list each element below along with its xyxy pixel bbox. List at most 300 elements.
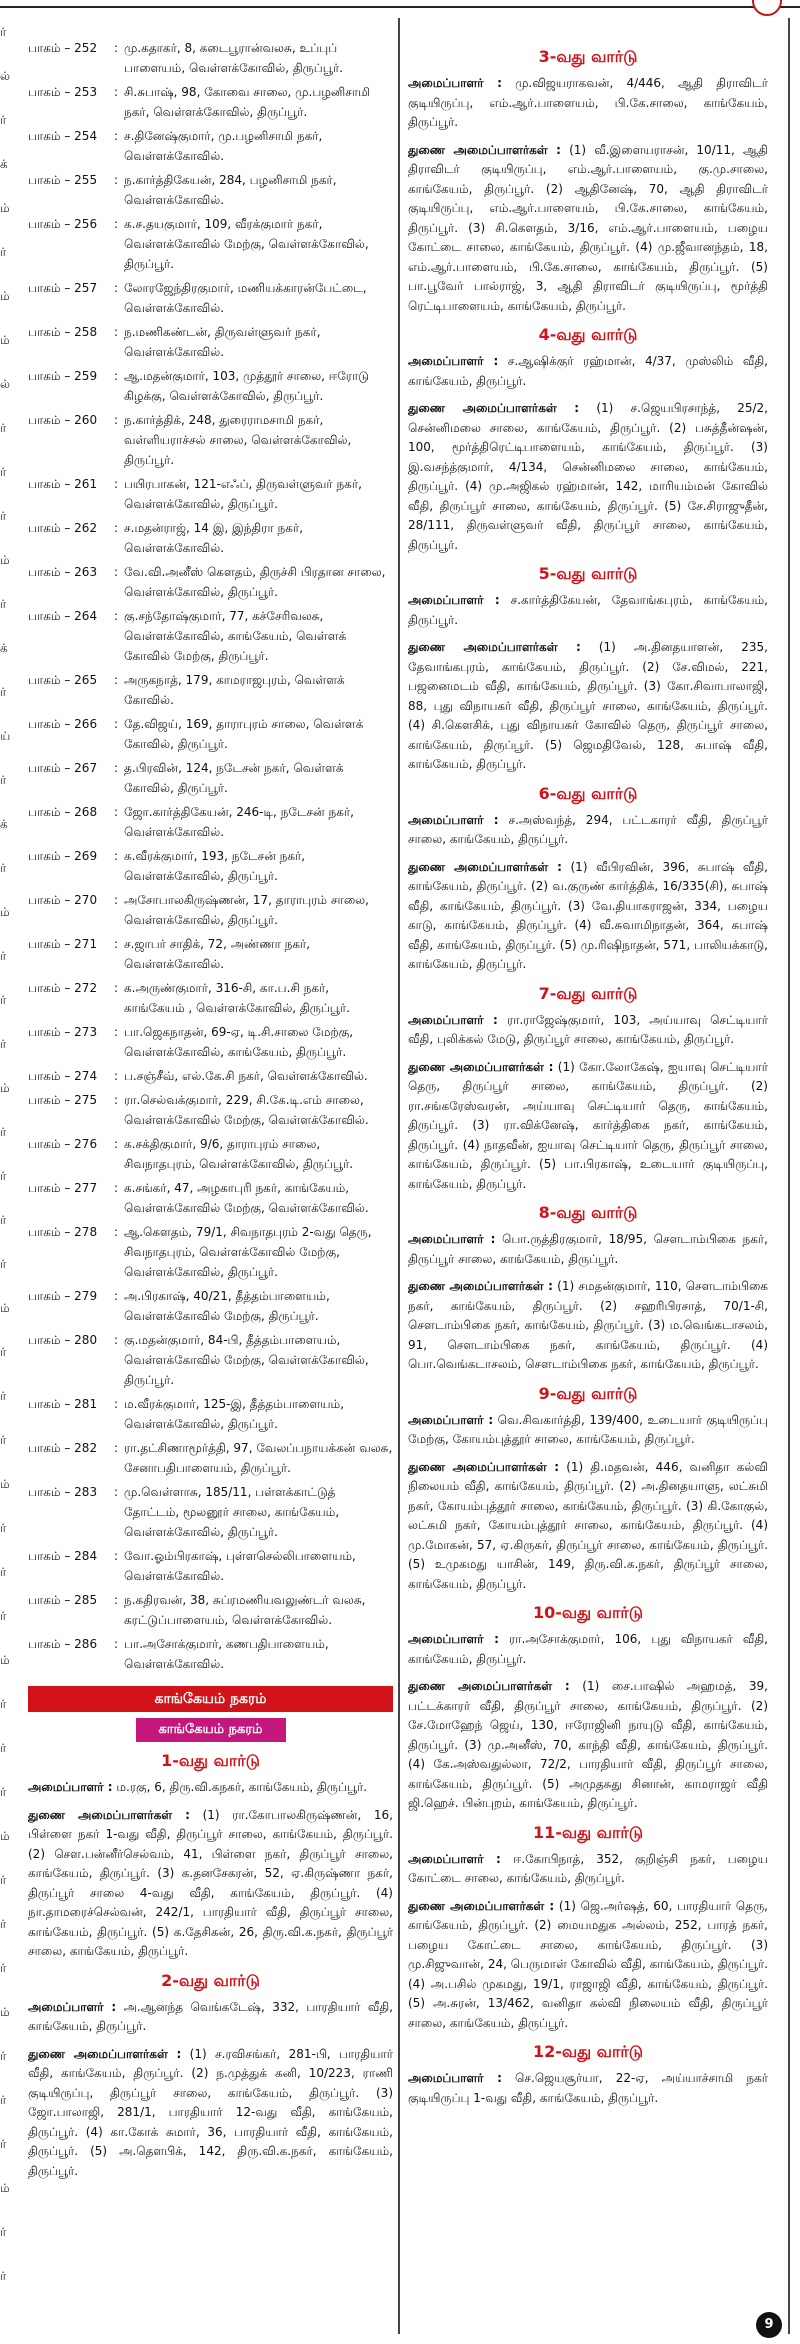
organiser-name: ச.அஸ்வந்த், 294, பட்டகாரர் வீதி, திருப்பூர் சாலை, காங்கேயம், திருப்பூர். (408, 812, 768, 846)
booth-number: 283 (74, 1485, 98, 1499)
booth-colon: : (114, 521, 119, 535)
booth-word: பாகம் (28, 565, 61, 579)
deputies-list: (1) வீ.இளையராசன், 10/11, ஆதி திராவிடர் குடியிருப்பு, எம்.ஆர்.பாளையம், கு.மு.சாலை, காங்கேயம், திருப்பூர். (2) ஆதினேஷ், 70, ஆதி திராவிடர் குடியிருப்பு, எம்.ஆர்.பாளையம், பி.கே.சாலை, காங்கேயம், திருப்பூர். (3) சி.கௌதம், 3/16, எம்.ஆர்.பாளையம், பழைய கோட்டை சாலை, காங்கேயம், திருப்பூர். (4) மு.ஜீவானந்தம், 18, எம்.ஆர்.பாளையம், பி.கே.சாலை, காங்கேயம், திருப்பூர். (5) பா.பூவேர் பால்ராஜ், 3, ஆதி திராவிடர் குடியிருப்பு, மூர்த்தி ரெட்டிபாளையம், காங்கேயம், திருப்பூர். (408, 142, 768, 313)
booth-entry (28, 1222, 393, 1282)
booth-word: பாகம் (28, 1549, 61, 1563)
edge-fragment: ர் (0, 1125, 7, 1139)
booth-entry (28, 670, 393, 710)
organiser-name: பொ.ருத்திரகுமார், 18/95, சௌடாம்பிகை நகர், திருப்பூர் சாலை, காங்கேயம், திருப்பூர். (408, 1232, 768, 1266)
booth-colon: : (114, 325, 119, 339)
ward-deputies (28, 2045, 393, 2182)
booth-label: பாகம் – 266 (28, 714, 114, 754)
deputies-list: (1) சை.பாஷில் அஹமத், 39, பட்டக்காரர் வீதி, திருப்பூர் சாலை, காங்கேயம், திருப்பூர். (2) சே.மோஹேந் ஜெய், 130, ஈரோஜினி நாயுடு வீதி, காங்கேயம், திருப்பூர். (3) மு.அனீஸ், 70, காந்தி வீதி, காங்கேயம், திருப்பூர். (4) கே.அஸ்வதுல்லா, 72/2, பாரதியார் வீதி, திருப்பூர் சாலை, காங்கேயம், திருப்பூர். (5) அமுதசுது சினான், காமராஜர் வீதி ஜி.ஹெச். பின்புறம், காங்கேயம், திருப்பூர். (408, 1679, 768, 1810)
booth-entry (28, 934, 393, 974)
booth-label: பாகம் – 282 (28, 1438, 114, 1478)
edge-fragment: ர் (0, 1521, 7, 1535)
booth-word: பாகம் (28, 369, 61, 383)
booth-entry (28, 802, 393, 842)
booth-word: பாகம் (28, 849, 61, 863)
booth-label: பாகம் – 284 (28, 1546, 114, 1586)
ward-organiser (28, 1778, 393, 1798)
ward-organiser (408, 2069, 768, 2108)
booth-officer: ஆ.கௌதம், 79/1, சிவநாதபுரம் 2-வது தெரு, சிவநாதபுரம், வெள்ளக்கோவில் மேற்கு, வெள்ளக்கோவில், திருப்பூர். (124, 1225, 372, 1279)
booth-colon: : (114, 717, 119, 731)
booth-colon: : (114, 849, 119, 863)
booth-word: பாகம் (28, 1441, 61, 1455)
booth-label: பாகம் – 264 (28, 606, 114, 666)
edge-fragment: ம் (0, 2181, 10, 2195)
booth-colon: : (114, 565, 119, 579)
booth-officer: க.வீரக்குமார், 193, நடேசன் நகர், வெள்ளக்கோவில், திருப்பூர். (124, 849, 306, 883)
booth-officer: லோரஜேந்திரகுமார், மணியக்காரன்பேட்டை, வெள்ளக்கோவில். (124, 281, 367, 315)
booth-word: பாகம் (28, 1181, 61, 1195)
booth-entry (28, 38, 393, 78)
booth-number: 286 (74, 1637, 98, 1651)
column-divider (398, 18, 400, 2334)
booth-colon: : (114, 173, 119, 187)
edge-fragment: ர் (0, 2093, 7, 2107)
booth-number: 255 (74, 173, 98, 187)
ward-title: 7-வது வார்டு (538, 983, 638, 1003)
booth-entry (28, 890, 393, 930)
booth-number: 259 (74, 369, 98, 383)
booth-officer: கு.சந்தோஷ்குமார், 77, கச்சேரிவலசு, வெள்ளக்கோவில், காங்கேயம், வெள்ளக் கோவில் மேற்கு, திருப்பூர். (124, 609, 347, 663)
deputies-label: துணை அமைப்பாளர்கள் : (408, 1679, 570, 1693)
edge-fragment: ர் (0, 1433, 7, 1447)
booth-number: 260 (74, 413, 98, 427)
booth-officer: க.சக்திகுமார், 9/6, தாராபுரம் சாலை, சிவநாதபுரம், வெள்ளக்கோவில், திருப்பூர். (124, 1137, 354, 1171)
organiser-label: அமைப்பாளர் : (408, 2071, 502, 2085)
booth-word: பாகம் (28, 217, 61, 231)
corner-logo-mark (752, 0, 782, 16)
booth-entry (28, 410, 393, 470)
ward-organiser (28, 1998, 393, 2037)
organiser-name: ஈ.கோபிநாத், 352, குறிஞ்சி நகர், பழைய கோட்டை சாலை, காங்கேயம், திருப்பூர். (408, 1851, 768, 1885)
booth-label: பாகம் – 280 (28, 1330, 114, 1390)
organiser-label: அமைப்பாளர் : (408, 812, 499, 827)
edge-fragment: ர் (0, 1785, 7, 1799)
ward-deputies (408, 1677, 768, 1814)
ward-title: 1-வது வார்டு (161, 1751, 260, 1770)
deputies-label: துணை அமைப்பாளர்கள் : (408, 859, 562, 874)
booth-label: பாகம் – 285 (28, 1590, 114, 1630)
ward-organiser (408, 1230, 768, 1269)
booth-number: 267 (74, 761, 98, 775)
edge-fragment: ர் (0, 2049, 7, 2063)
booth-number: 258 (74, 325, 98, 339)
booth-entry (28, 758, 393, 798)
booth-officer: அ.பிரகாஷ், 40/21, தீத்தம்பாளையம், வெள்ளக்கோவில் மேற்கு, திருப்பூர். (124, 1289, 330, 1323)
booth-number: 278 (74, 1225, 98, 1239)
booth-label: பாகம் – 262 (28, 518, 114, 558)
ward-organiser (408, 352, 768, 391)
organiser-name: வெ.சிவகார்த்தி, 139/400, உடையார் குடியிருப்பு மேற்கு, கோயம்புத்தூர் சாலை, காங்கேயம், திருப்பூர். (408, 1412, 768, 1446)
booth-entry (28, 1178, 393, 1218)
booth-word: பாகம் (28, 521, 61, 535)
booth-word: பாகம் (28, 937, 61, 951)
booth-entry (28, 1134, 393, 1174)
booth-label: பாகம் – 277 (28, 1178, 114, 1218)
edge-fragment: ர் (0, 949, 7, 963)
edge-fragment: க் (0, 641, 8, 655)
booth-label: பாகம் – 256 (28, 214, 114, 274)
ward-title: 2-வது வார்டு (161, 1970, 260, 1990)
booth-officer: ந.மணிகண்டன், திருவள்ளுவர் நகர், வெள்ளக்கோவில். (124, 325, 321, 359)
booth-word: பாகம் (28, 1593, 61, 1607)
edge-fragment: ர் (0, 773, 7, 787)
booth-word: பாகம் (28, 173, 61, 187)
booth-entry (28, 518, 393, 558)
deputies-list: (1) கோ.லோகேஷ், ஐயாவு செட்டியார் தெரு, திருப்பூர் சாலை, காங்கேயம், திருப்பூர். (2) ரா.சங்கரேஸ்வரன், அய்யாவு செட்டியார் தெரு, காங்கேயம், திருப்பூர். (3) ரா.விக்னேஷ், கார்த்திகை நகர், காங்கேயம், திருப்பூர். (4) நாதவீன், ஐயாவு செட்டியார் தெரு, திருப்பூர் சாலை, காங்கேயம், திருப்பூர். (5) பா.பிரகாஷ், உடையார் குடியிருப்பு, காங்கேயம், திருப்பூர். (408, 1059, 768, 1191)
edge-fragment: ய் (0, 729, 11, 743)
booth-colon: : (114, 609, 119, 623)
booth-officer: ரா.செல்வக்குமார், 229, சி.கே.டி.எம் சாலை, வெள்ளக்கோவில் மேற்கு, வெள்ளக்கோவில். (124, 1093, 369, 1127)
edge-fragment: ர் (0, 1345, 7, 1359)
left-ward-list (28, 1750, 393, 2181)
organiser-label: அமைப்பாளர் : (408, 1412, 494, 1427)
ward-title: 10-வது வார்டு (533, 1603, 643, 1622)
booth-officer: வே.வி.அனீஸ் கௌதம், திருச்சி பிரதான சாலை, வெள்ளக்கோவில், திருப்பூர். (124, 565, 386, 599)
booth-entry (28, 1546, 393, 1586)
booth-label: பாகம் – 274 (28, 1066, 114, 1086)
booth-officer: ந.கதிரவன், 38, சுப்ரமணியவலுண்டர் வலசு, கரட்டுப்பாளையம், வெள்ளக்கோவில். (124, 1593, 366, 1627)
booth-entry (28, 170, 393, 210)
edge-fragment: ர் (0, 2225, 7, 2239)
booth-colon: : (114, 129, 119, 143)
edge-fragment: ர் (0, 597, 7, 611)
organiser-label: அமைப்பாளர் : (408, 1012, 498, 1027)
booth-officer: ச.தினேஷ்குமார், மு.பழனிசாமி நகர், வெள்ளக்கோவில். (124, 129, 323, 163)
edge-fragment: ர் (0, 1169, 7, 1183)
ward-deputies (408, 399, 768, 555)
booth-entry (28, 1590, 393, 1630)
booth-word: பாகம் (28, 761, 61, 775)
deputies-list: (1) ச.ஜெயபிரசாந்த், 25/2, சென்னிமலை சாலை, காங்கேயம், திருப்பூர். (2) பசுத்தீன்ஷன், 100, மூர்த்திரெட்டிபாளையம், காங்கேயம், திருப்பூர். (3) இ.வசந்த்குமார், 4/134, சென்னிமலை சாலை, காங்கேயம், திருப்பூர். (4) மு.அஜிகல் ரஹ்மான், 142, மாரியம்மன் கோவில் வீதி, திருப்பூர் சாலை, காங்கேயம், திருப்பூர். (5) சே.சிராஜுதீன், 28/111, திருவள்ளுவர் வீதி, திருப்பூர் சாலை, காங்கேயம், திருப்பூர். (408, 401, 768, 552)
booth-officer: ச.ஜாபர் சாதிக், 72, அண்ணா நகர், வெள்ளக்கோவில். (124, 937, 311, 971)
booth-officer: மு.வெள்ளாசு, 185/11, பள்ளக்காட்டுத் தோட்டம், மூலனூர் சாலை, காங்கேயம், வெள்ளக்கோவில், திருப்பூர். (124, 1485, 340, 1539)
edge-fragment: ர் (0, 421, 7, 435)
booth-word: பாகம் (28, 1225, 61, 1239)
deputies-list: (1) தி.மதவன், 446, வனிதா கல்வி நிலையம் வீதி, காங்கேயம், திருப்பூர். (2) அ.தினதயாளு, லட்சுமி நகர், கோயம்புத்தூர் சாலை, காங்கேயம், திருப்பூர். (3) கி.கோகுல், லட்சுமி நகர், கோயம்புத்தூர் சாலை, காங்கேயம், திருப்பூர். (4) மு.மோகன், 57, ஏ.கிருகர், திருப்பூர் சாலை, காங்கேயம், திருப்பூர். (5) உமுகமது யாசின், 149, திரு.வி.க.நகர், திருப்பூர் சாலை, காங்கேயம், திருப்பூர். (408, 1459, 768, 1591)
edge-fragment: ர் (0, 861, 7, 875)
booth-label: பாகம் – 286 (28, 1634, 114, 1674)
booth-colon: : (114, 1549, 119, 1563)
ward-deputies (28, 1806, 393, 1962)
booth-label: பாகம் – 278 (28, 1222, 114, 1282)
booth-officer: பயிரபாகன், 121-எஃப், திருவள்ளுவர் நகர், வெள்ளக்கோவில், திருப்பூர். (124, 477, 362, 511)
organiser-label: அமைப்பாளர் : (408, 593, 500, 607)
ward-deputies (408, 141, 768, 317)
booth-word: பாகம் (28, 805, 61, 819)
booth-officer: ச.மதன்ராஜ், 14 இ, இந்திரா நகர், வெள்ளக்கோவில். (124, 521, 304, 555)
booth-officer: வோ.ஓம்பிரகாஷ், புள்ளசெல்லிபாளையம், வெள்ளக்கோவில். (124, 1549, 356, 1583)
booth-officer: க.சங்கர், 47, அழகாபுரி நகர், காங்கேயம், வெள்ளக்கோவில் மேற்கு, வெள்ளக்கோவில். (124, 1181, 369, 1215)
booth-label: பாகம் – 267 (28, 758, 114, 798)
booth-officer: க.அருண்குமார், 316-சி, கா.ப.சி நகர், காங்கேயம் , வெள்ளக்கோவில், திருப்பூர். (124, 981, 351, 1015)
ward-organiser (408, 1011, 768, 1050)
booth-colon: : (114, 1637, 119, 1651)
deputies-list: (1) ச.ரவிசங்கர், 281-பி, பாரதியார் வீதி, காங்கேயம், திருப்பூர். (2) ந.முத்துக் கனி, 10/223, ராணி குடியிருப்பு, திருப்பூர் சாலை, காங்கேயம், திருப்பூர். (3) ஜோ.பாலாஜி, 281/1, பாரதியார் 12-வது வீதி, காங்கேயம், திருப்பூர். (4) கா.கோக் சுமார், 36, பாரதியார் வீதி, காங்கேயம், திருப்பூர். (5) அ.தௌபிக், 142, திரு.வி.க.நகர், காங்கேயம், திருப்பூர். (28, 2046, 393, 2178)
booth-entry (28, 126, 393, 166)
edge-fragment: ல் (0, 69, 10, 83)
booth-number: 279 (74, 1289, 98, 1303)
top-rule (0, 6, 800, 8)
booth-word: பாகம் (28, 85, 61, 99)
booth-word: பாகம் (28, 893, 61, 907)
booth-entry (28, 278, 393, 318)
booth-colon: : (114, 413, 119, 427)
booth-number: 274 (74, 1069, 98, 1083)
booth-word: பாகம் (28, 325, 61, 339)
edge-fragment: க் (0, 817, 8, 831)
booth-label: பாகம் – 268 (28, 802, 114, 842)
booth-label: பாகம் – 254 (28, 126, 114, 166)
booth-colon: : (114, 369, 119, 383)
booth-word: பாகம் (28, 1025, 61, 1039)
edge-fragment: ர் (0, 1961, 7, 1975)
deputies-label: துணை அமைப்பாளர்கள் : (28, 1807, 190, 1822)
booth-colon: : (114, 281, 119, 295)
booth-colon: : (114, 85, 119, 99)
organiser-label: அமைப்பாளர் : (408, 1632, 499, 1646)
booth-colon: : (114, 1485, 119, 1499)
deputies-label: துணை அமைப்பாளர்கள் : (408, 142, 561, 157)
booth-colon: : (114, 937, 119, 951)
ward-title: 4-வது வார்டு (538, 325, 638, 344)
booth-number: 263 (74, 565, 98, 579)
booth-label: பாகம் – 265 (28, 670, 114, 710)
edge-fragment: ர் (0, 685, 7, 699)
booth-number: 273 (74, 1025, 98, 1039)
booth-label: பாகம் – 269 (28, 846, 114, 886)
booth-word: பாகம் (28, 1485, 61, 1499)
booth-number: 282 (74, 1441, 98, 1455)
booth-word: பாகம் (28, 1289, 61, 1303)
booth-entry (28, 1438, 393, 1478)
booth-officer: ம.வீரக்குமார், 125-இ, தீத்தம்பாளையம், வெள்ளக்கோவில், திருப்பூர். (124, 1397, 345, 1431)
booth-word: பாகம் (28, 1397, 61, 1411)
booth-entry (28, 714, 393, 754)
booth-entry (28, 606, 393, 666)
ward-organiser (408, 591, 768, 630)
edge-fragment: ம் (0, 1301, 10, 1315)
edge-fragment: ர் (0, 2269, 7, 2283)
booth-entry (28, 1634, 393, 1674)
edge-fragment: க் (0, 157, 8, 171)
ward-title: 11-வது வார்டு (533, 1822, 643, 1842)
booth-entry (28, 1482, 393, 1542)
booth-number: 277 (74, 1181, 98, 1195)
booth-officer: ந.கார்த்திகேயன், 284, பழனிசாமி நகர், வெள்ளக்கோவில். (124, 173, 337, 207)
booth-label: பாகம் – 260 (28, 410, 114, 470)
booth-word: பாகம் (28, 477, 61, 491)
booth-label: பாகம் – 257 (28, 278, 114, 318)
booth-label: பாகம் – 273 (28, 1022, 114, 1062)
booth-word: பாகம் (28, 1093, 61, 1107)
booth-officer: ஜோ.கார்த்திகேயன், 246-டி, நடேசன் நகர், வெள்ளக்கோவில். (124, 805, 354, 839)
booth-number: 257 (74, 281, 98, 295)
edge-fragment: ம் (0, 553, 10, 567)
booth-entry (28, 214, 393, 274)
organiser-label: அமைப்பாளர் : (408, 354, 499, 368)
edge-fragment: ம் (0, 1653, 10, 1667)
cut-off-column-edge (0, 10, 18, 2330)
edge-fragment: ர் (0, 25, 7, 39)
ward-title: 6-வது வார்டு (538, 783, 638, 803)
booth-word: பாகம் (28, 281, 61, 295)
booth-officer: ஆ.மதன்குமார், 103, முத்தூர் சாலை, ஈரோடு கிழக்கு, வெள்ளக்கோவில், திருப்பூர். (124, 369, 369, 403)
booth-word: பாகம் (28, 1137, 61, 1151)
edge-fragment: ர் (0, 1873, 7, 1887)
edge-fragment: ர் (0, 1609, 7, 1623)
edge-fragment: ர் (0, 1697, 7, 1711)
booth-colon: : (114, 1025, 119, 1039)
left-column (28, 38, 393, 2334)
edge-fragment: ர் (0, 1257, 7, 1271)
edge-fragment: ம் (0, 289, 10, 303)
ward-title: 5-வது வார்டு (538, 564, 638, 583)
edge-fragment: ர் (0, 1917, 7, 1931)
ward-deputies (408, 858, 768, 975)
organiser-name: ரா.அசோக்குமார், 106, புது விநாயகர் வீதி, காங்கேயம், திருப்பூர். (408, 1632, 768, 1666)
deputies-list: (1) வீபிரவின், 396, சுபாஷ் வீதி, காங்கேயம், திருப்பூர். (2) வ.குருண் கார்த்திக், 16/335(சி), சுபாஷ் வீதி, காங்கேயம், திருப்பூர். (3) வே.தியாகராஜன், 334, பழைய காடு, காங்கேயம், திருப்பூர். (4) வீ.சுவாமிநாதன், 364, சுபாஷ் வீதி, காங்கேயம், திருப்பூர். (5) மு.ரிஷிநாதன், 571, பாலியக்காடு, காங்கேயம், திருப்பூர். (408, 859, 768, 971)
booth-entry (28, 366, 393, 406)
booth-number: 252 (74, 41, 98, 55)
booth-number: 266 (74, 717, 98, 731)
page-number: 9 (756, 2312, 782, 2338)
edge-fragment: ம் (0, 1829, 10, 1843)
ward-title: 9-வது வார்டு (538, 1383, 638, 1403)
booth-word: பாகம் (28, 41, 61, 55)
edge-fragment: ர் (0, 1565, 7, 1579)
booth-colon: : (114, 1441, 119, 1455)
booth-officer: ப.சஞ்சீவ், எல்.கே.சி நகர், வெள்ளக்கோவில். (124, 1069, 368, 1083)
booth-number: 261 (74, 477, 98, 491)
booth-officer: த.பிரவின், 124, நடேசன் நகர், வெள்ளக் கோவில், திருப்பூர். (124, 761, 344, 795)
town-subbanner: காங்கேயம் நகரம் (136, 1718, 286, 1742)
booth-label: பாகம் – 275 (28, 1090, 114, 1130)
edge-fragment: ம் (0, 333, 10, 347)
booth-entry (28, 474, 393, 514)
booth-officer: சி.சுபாஷ், 98, கோவை சாலை, மு.பழனிசாமி நகர், வெள்ளக்கோவில், திருப்பூர். (124, 85, 370, 119)
right-border (788, 18, 790, 2334)
booth-word: பாகம் (28, 1069, 61, 1083)
booth-label: பாகம் – 252 (28, 38, 114, 78)
booth-label: பாகம் – 272 (28, 978, 114, 1018)
edge-fragment: ர் (0, 465, 7, 479)
booth-colon: : (114, 1137, 119, 1151)
deputies-label: துணை அமைப்பாளர்கள் : (408, 1459, 560, 1474)
booth-number: 284 (74, 1549, 98, 1563)
booth-entry (28, 1394, 393, 1434)
booth-colon: : (114, 673, 119, 687)
booth-colon: : (114, 1593, 119, 1607)
organiser-name: செ.ஜெயசூர்யா, 22-ஏ, அய்யாச்சாமி நகர் குடியிருப்பு 1-வது வீதி, காங்கேயம், திருப்பூர். (408, 2071, 768, 2105)
booth-entry (28, 1286, 393, 1326)
ward-deputies (408, 1277, 768, 1375)
booth-entry (28, 322, 393, 362)
ward-deputies (408, 1058, 768, 1195)
deputies-label: துணை அமைப்பாளர்கள் : (408, 1898, 555, 1913)
booth-colon: : (114, 1397, 119, 1411)
deputies-list: (1) ஜெ.அர்ஷத், 60, பாரதியார் தெரு, காங்கேயம், திருப்பூர். (2) மையமதுக அல்லம், 252, பாரத் நகர், பழைய கோட்டை சாலை, காங்கேயம், திருப்பூர். (3) மு.சிஜுவான், 24, பெருமாள் கோவில் வீதி, காங்கேயம், திருப்பூர். (4) அ.பசில் முகமது, 19/1, ராஜாஜி வீதி, காங்கேயம், திருப்பூர். (5) அ.சுரன், 13/462, வனிதா கல்வி நிலையம் வீதி, திருப்பூர் சாலை, காங்கேயம், திருப்பூர். (408, 1898, 768, 2030)
booth-number: 271 (74, 937, 98, 951)
ward-deputies (408, 638, 768, 775)
booth-word: பாகம் (28, 609, 61, 623)
edge-fragment: ர் (0, 1741, 7, 1755)
booth-officer: கு.மதன்குமார், 84-பி, தீத்தம்பாளையம், வெள்ளக்கோவில் மேற்கு, வெள்ளக்கோவில், திருப்பூர். (124, 1333, 369, 1387)
organiser-label: அமைப்பாளர் : (408, 1232, 496, 1246)
ward-deputies (408, 1897, 768, 2034)
booth-officer: மு.கதாகர், 8, கடைபூரான்வலசு, உப்புப் பாளையம், வெள்ளக்கோவில், திருப்பூர். (124, 41, 343, 75)
booth-label: பாகம் – 281 (28, 1394, 114, 1434)
booth-number: 253 (74, 85, 98, 99)
deputies-list: (1) சமதன்குமார், 110, சௌடாம்பிகை நகர், காங்கேயம், திருப்பூர். (2) சஹரிபிரசாத், 70/1-சி, சௌடாம்பிகை நகர், காங்கேயம், திருப்பூர். (3) ம.வெங்கடாசலம், 91, சௌடாம்பிகை நகர், காங்கேயம், திருப்பூர். (4) பொ.வெங்கடாசலம், சௌடாம்பிகை நகர், காங்கேயம், திருப்பூர். (408, 1279, 768, 1371)
organiser-label: அமைப்பாளர் : (408, 1851, 501, 1866)
booth-officer: தே.விஜய், 169, தாராபுரம் சாலை, வெள்ளக் கோவில், திருப்பூர். (124, 717, 364, 751)
booth-colon: : (114, 981, 119, 995)
booth-entry (28, 1090, 393, 1130)
organiser-name: ச.கார்த்திகேயன், தேவாங்கபுரம், காங்கேயம், திருப்பூர். (408, 593, 768, 627)
organiser-name: ரா.ராஜேஷ்குமார், 103, அய்யாவு செட்டியார் வீதி, புலிக்கல் மேடு, திருப்பூர் சாலை, காங்கேயம், திருப்பூர். (408, 1012, 768, 1046)
edge-fragment: ம் (0, 201, 10, 215)
organiser-label: அமைப்பாளர் : (28, 1999, 117, 2014)
booth-number: 280 (74, 1333, 98, 1347)
deputies-label: துணை அமைப்பாளர்கள் : (408, 640, 581, 654)
booth-colon: : (114, 1069, 119, 1083)
booth-entry (28, 978, 393, 1018)
booth-number: 262 (74, 521, 98, 535)
ward-organiser (408, 74, 768, 133)
booth-word: பாகம் (28, 717, 61, 731)
booth-label: பாகம் – 263 (28, 562, 114, 602)
booth-label: பாகம் – 279 (28, 1286, 114, 1326)
booth-word: பாகம் (28, 129, 61, 143)
booth-colon: : (114, 805, 119, 819)
booth-number: 269 (74, 849, 98, 863)
deputies-label: துணை அமைப்பாளர்கள் : (408, 401, 580, 415)
booth-colon: : (114, 1093, 119, 1107)
ward-title: 8-வது வார்டு (538, 1203, 638, 1222)
ward-title: 3-வது வார்டு (538, 47, 638, 66)
edge-fragment: ல் (0, 377, 10, 391)
booth-number: 285 (74, 1593, 98, 1607)
booth-entry (28, 1330, 393, 1390)
edge-fragment: ர் (0, 1389, 7, 1403)
right-column (408, 38, 768, 2334)
booth-label: பாகம் – 255 (28, 170, 114, 210)
booth-entry (28, 82, 393, 122)
booth-entry (28, 562, 393, 602)
right-ward-list (408, 46, 768, 2108)
booth-colon: : (114, 41, 119, 55)
booth-officer: ரா.தட்சிணாமூர்த்தி, 97, வேலப்பநாயக்கன் வலசு, சேனாபதிபாளையம், திருப்பூர். (124, 1441, 393, 1475)
edge-fragment: ம் (0, 1081, 10, 1095)
deputies-label: துணை அமைப்பாளர்கள் : (408, 1279, 553, 1293)
booth-label: பாகம் – 271 (28, 934, 114, 974)
booth-number: 264 (74, 609, 98, 623)
booth-officer: ந.கார்த்திக், 248, துரைராமசாமி நகர், வள்ளியராச்சல் சாலை, வெள்ளக்கோவில், திருப்பூர். (124, 413, 352, 467)
booth-number: 270 (74, 893, 98, 907)
booth-number: 268 (74, 805, 98, 819)
deputies-list: (1) ரா.கோபாலகிருஷ்ணன், 16, பிள்ளை நகர் 1-வது வீதி, திருப்பூர் சாலை, காங்கேயம், திருப்பூர். (2) சௌ.பன்னீர்செல்வம், 41, பிள்ளை நகர், திருப்பூர் சாலை, காங்கேயம், திருப்பூர். (3) க.தனசேகரன், 52, ஏ.கிருஷ்ணா நகர், திருப்பூர் சாலை 4-வது வீதி, காங்கேயம், திருப்பூர். (4) நா.தாமரைச்செல்வன், 242/1, பாரதியார் வீதி, திருப்பூர் சாலை, காங்கேயம், திருப்பூர். (5) க.தேசிகன், 26, திரு.வி.க.நகர், திருப்பூர் சாலை, காங்கேயம், திருப்பூர். (28, 1807, 393, 1958)
ward-organiser (408, 811, 768, 850)
edge-fragment: ம் (0, 2005, 10, 2019)
booth-officer: க.ச.தயகுமார், 109, வீரக்குமார் நகர், வெள்ளக்கோவில் மேற்கு, வெள்ளக்கோவில், திருப்பூர். (124, 217, 369, 271)
town-banner: காங்கேயம் நகரம் (28, 1686, 393, 1712)
booth-label: பாகம் – 261 (28, 474, 114, 514)
booth-label: பாகம் – 259 (28, 366, 114, 406)
